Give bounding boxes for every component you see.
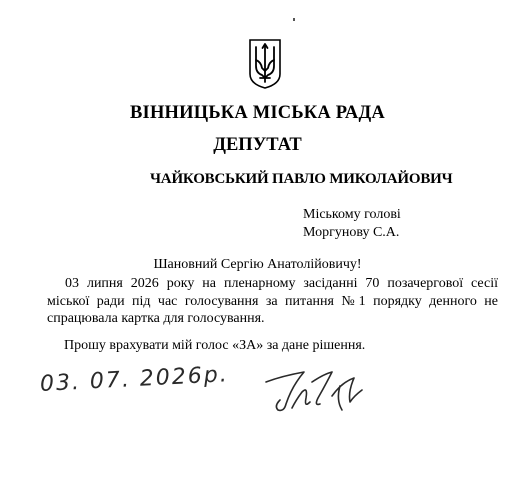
handwritten-signature-icon: [262, 352, 382, 422]
deputy-full-name: ЧАЙКОВСЬКИЙ ПАВЛО МИКОЛАЙОВИЧ: [150, 171, 453, 187]
salutation: Шановний Сергію Анатолійовичу!: [153, 257, 362, 272]
organization-name: ВІННИЦЬКА МІСЬКА РАДА: [130, 103, 385, 123]
trident-emblem-icon: [248, 38, 282, 90]
addressee-position: Міському голові: [303, 207, 401, 222]
addressee-block: [303, 206, 401, 242]
addressee-name: Моргунову С.А.: [303, 225, 400, 240]
request-paragraph: Прошу врахувати мій голос «ЗА» за дане рішення.: [64, 338, 366, 353]
deputy-role-title: ДЕПУТАТ: [213, 135, 302, 155]
scan-speck: [293, 18, 295, 21]
letter-body-paragraph: 03 липня 2026 року на пленарному засіданні 70 позачергової сесії міської ради під час голосування за питання №1 порядку денного не спрацювала картка для голосування.: [47, 276, 498, 326]
handwritten-date: 03. 07. 2026р.: [39, 362, 230, 397]
